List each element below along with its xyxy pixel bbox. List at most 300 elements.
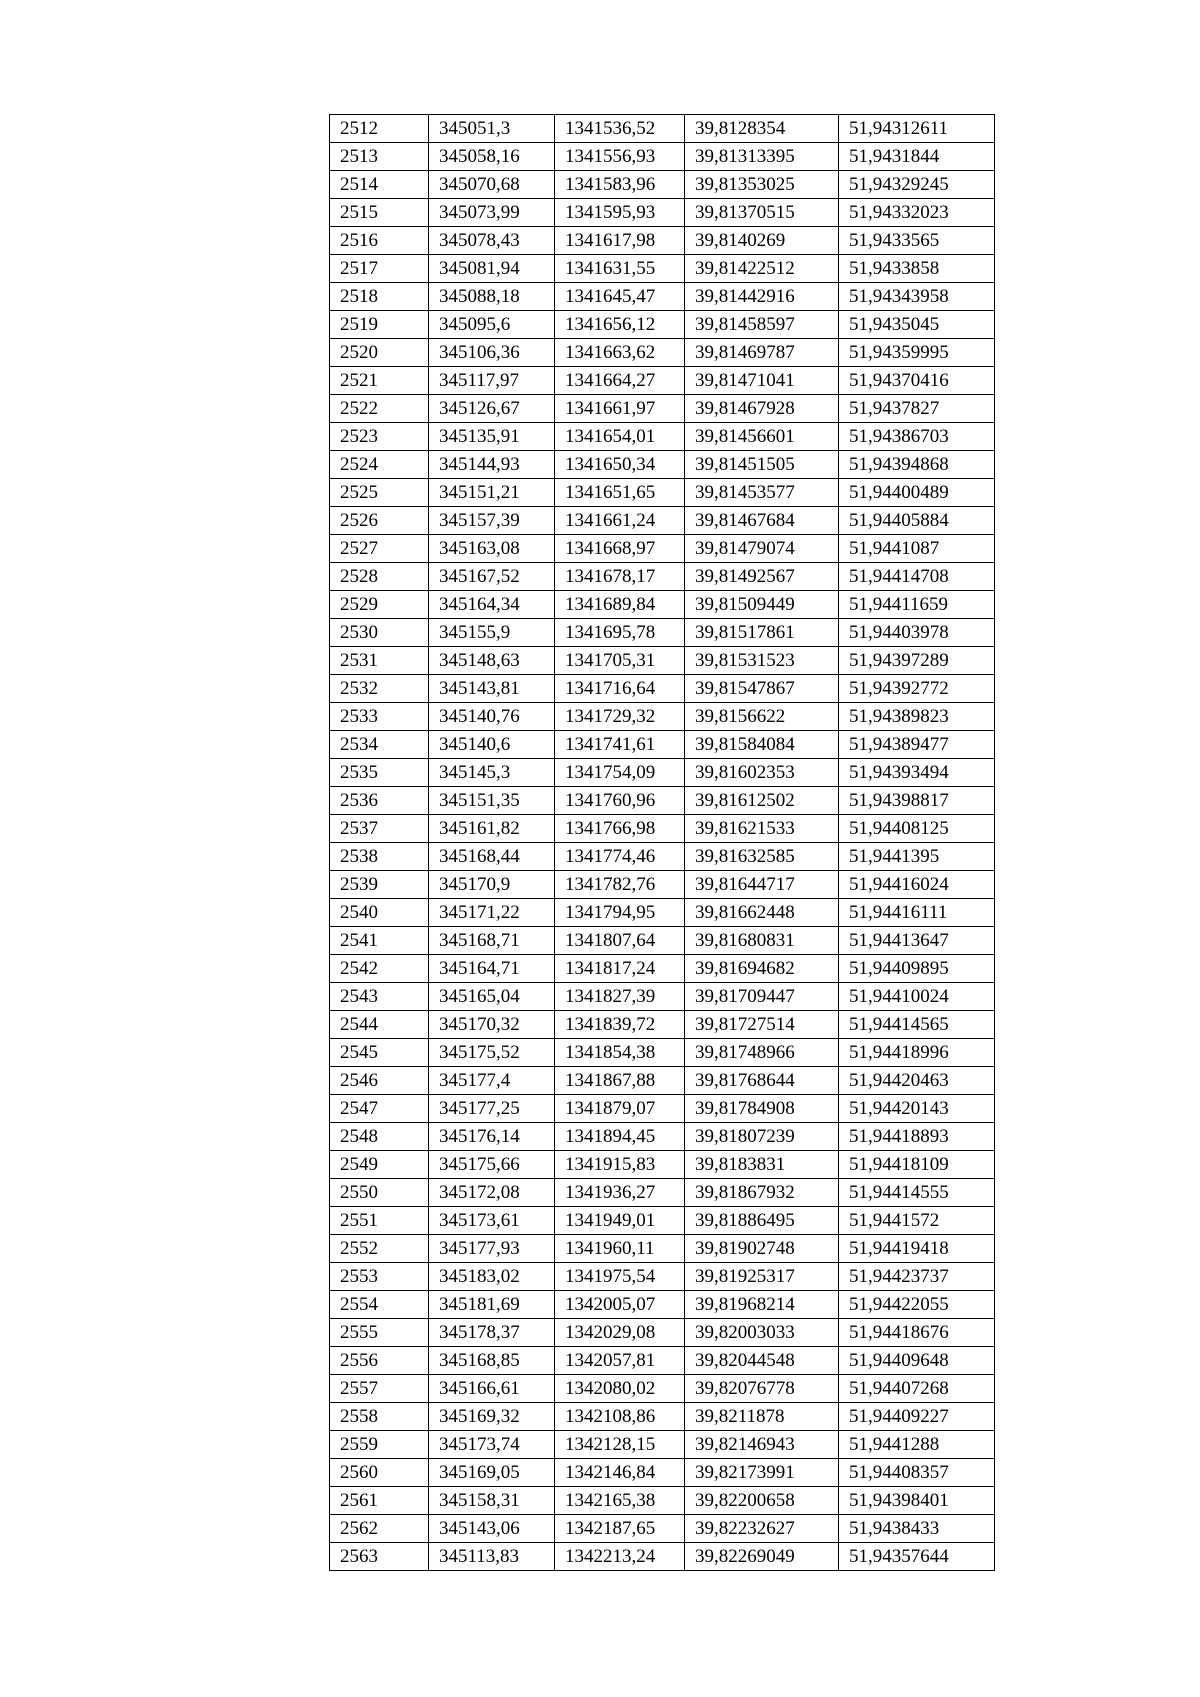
longitude-cell: 39,81353025 — [685, 171, 839, 199]
table-row — [330, 619, 995, 647]
latitude-cell: 51,94418676 — [839, 1319, 995, 1347]
table-row — [330, 1151, 995, 1179]
latitude-cell: 51,94386703 — [839, 423, 995, 451]
point-number-cell: 2543 — [330, 983, 429, 1011]
point-number-cell: 2552 — [330, 1235, 429, 1263]
point-number-cell: 2548 — [330, 1123, 429, 1151]
point-number-cell: 2545 — [330, 1039, 429, 1067]
latitude-cell: 51,94312611 — [839, 115, 995, 143]
longitude-cell: 39,81467928 — [685, 395, 839, 423]
point-number-cell: 2521 — [330, 367, 429, 395]
longitude-cell: 39,81968214 — [685, 1291, 839, 1319]
point-number-cell: 2542 — [330, 955, 429, 983]
longitude-cell: 39,81442916 — [685, 283, 839, 311]
table-row — [330, 283, 995, 311]
point-number-cell: 2555 — [330, 1319, 429, 1347]
point-number-cell: 2553 — [330, 1263, 429, 1291]
latitude-cell: 51,94408357 — [839, 1459, 995, 1487]
point-number-cell: 2546 — [330, 1067, 429, 1095]
x-coordinate-cell: 345070,68 — [429, 171, 555, 199]
table-row — [330, 1515, 995, 1543]
latitude-cell: 51,94422055 — [839, 1291, 995, 1319]
latitude-cell: 51,9441087 — [839, 535, 995, 563]
coordinates-table-body — [330, 115, 995, 1571]
point-number-cell: 2525 — [330, 479, 429, 507]
latitude-cell: 51,94414565 — [839, 1011, 995, 1039]
longitude-cell: 39,81727514 — [685, 1011, 839, 1039]
longitude-cell: 39,81680831 — [685, 927, 839, 955]
point-number-cell: 2549 — [330, 1151, 429, 1179]
latitude-cell: 51,94410024 — [839, 983, 995, 1011]
latitude-cell: 51,9433565 — [839, 227, 995, 255]
table-row — [330, 367, 995, 395]
latitude-cell: 51,9435045 — [839, 311, 995, 339]
table-row — [330, 1487, 995, 1515]
x-coordinate-cell: 345078,43 — [429, 227, 555, 255]
latitude-cell: 51,94409227 — [839, 1403, 995, 1431]
table-row — [330, 955, 995, 983]
point-number-cell: 2532 — [330, 675, 429, 703]
table-row — [330, 1123, 995, 1151]
point-number-cell: 2512 — [330, 115, 429, 143]
table-row — [330, 1011, 995, 1039]
longitude-cell: 39,81584084 — [685, 731, 839, 759]
x-coordinate-cell: 345183,02 — [429, 1263, 555, 1291]
latitude-cell: 51,94418109 — [839, 1151, 995, 1179]
longitude-cell: 39,81531523 — [685, 647, 839, 675]
point-number-cell: 2514 — [330, 171, 429, 199]
latitude-cell: 51,94418996 — [839, 1039, 995, 1067]
latitude-cell: 51,94416024 — [839, 871, 995, 899]
point-number-cell: 2559 — [330, 1431, 429, 1459]
latitude-cell: 51,94407268 — [839, 1375, 995, 1403]
y-coordinate-cell: 1342005,07 — [555, 1291, 685, 1319]
longitude-cell: 39,81509449 — [685, 591, 839, 619]
y-coordinate-cell: 1341663,62 — [555, 339, 685, 367]
longitude-cell: 39,81456601 — [685, 423, 839, 451]
longitude-cell: 39,8211878 — [685, 1403, 839, 1431]
table-row — [330, 311, 995, 339]
table-row — [330, 1095, 995, 1123]
latitude-cell: 51,94389477 — [839, 731, 995, 759]
longitude-cell: 39,81867932 — [685, 1179, 839, 1207]
table-row — [330, 675, 995, 703]
longitude-cell: 39,8140269 — [685, 227, 839, 255]
latitude-cell: 51,9431844 — [839, 143, 995, 171]
table-row — [330, 1459, 995, 1487]
latitude-cell: 51,94357644 — [839, 1543, 995, 1571]
table-row — [330, 1207, 995, 1235]
x-coordinate-cell: 345148,63 — [429, 647, 555, 675]
point-number-cell: 2534 — [330, 731, 429, 759]
latitude-cell: 51,94332023 — [839, 199, 995, 227]
y-coordinate-cell: 1341645,47 — [555, 283, 685, 311]
y-coordinate-cell: 1341817,24 — [555, 955, 685, 983]
latitude-cell: 51,9441395 — [839, 843, 995, 871]
x-coordinate-cell: 345170,9 — [429, 871, 555, 899]
x-coordinate-cell: 345158,31 — [429, 1487, 555, 1515]
x-coordinate-cell: 345177,4 — [429, 1067, 555, 1095]
table-row — [330, 759, 995, 787]
x-coordinate-cell: 345166,61 — [429, 1375, 555, 1403]
point-number-cell: 2538 — [330, 843, 429, 871]
point-number-cell: 2563 — [330, 1543, 429, 1571]
longitude-cell: 39,81313395 — [685, 143, 839, 171]
y-coordinate-cell: 1341754,09 — [555, 759, 685, 787]
table-row — [330, 339, 995, 367]
y-coordinate-cell: 1341915,83 — [555, 1151, 685, 1179]
x-coordinate-cell: 345155,9 — [429, 619, 555, 647]
latitude-cell: 51,9438433 — [839, 1515, 995, 1543]
point-number-cell: 2551 — [330, 1207, 429, 1235]
point-number-cell: 2535 — [330, 759, 429, 787]
longitude-cell: 39,82232627 — [685, 1515, 839, 1543]
x-coordinate-cell: 345177,93 — [429, 1235, 555, 1263]
point-number-cell: 2557 — [330, 1375, 429, 1403]
point-number-cell: 2517 — [330, 255, 429, 283]
x-coordinate-cell: 345145,3 — [429, 759, 555, 787]
y-coordinate-cell: 1341975,54 — [555, 1263, 685, 1291]
latitude-cell: 51,94400489 — [839, 479, 995, 507]
longitude-cell: 39,81784908 — [685, 1095, 839, 1123]
x-coordinate-cell: 345172,08 — [429, 1179, 555, 1207]
latitude-cell: 51,94420463 — [839, 1067, 995, 1095]
latitude-cell: 51,94370416 — [839, 367, 995, 395]
y-coordinate-cell: 1341661,97 — [555, 395, 685, 423]
table-row — [330, 423, 995, 451]
y-coordinate-cell: 1341879,07 — [555, 1095, 685, 1123]
y-coordinate-cell: 1341668,97 — [555, 535, 685, 563]
point-number-cell: 2528 — [330, 563, 429, 591]
point-number-cell: 2558 — [330, 1403, 429, 1431]
point-number-cell: 2540 — [330, 899, 429, 927]
point-number-cell: 2554 — [330, 1291, 429, 1319]
longitude-cell: 39,81709447 — [685, 983, 839, 1011]
table-row — [330, 1263, 995, 1291]
latitude-cell: 51,94389823 — [839, 703, 995, 731]
point-number-cell: 2513 — [330, 143, 429, 171]
table-row — [330, 647, 995, 675]
point-number-cell: 2523 — [330, 423, 429, 451]
point-number-cell: 2547 — [330, 1095, 429, 1123]
longitude-cell: 39,8156622 — [685, 703, 839, 731]
longitude-cell: 39,81621533 — [685, 815, 839, 843]
table-row — [330, 927, 995, 955]
y-coordinate-cell: 1341661,24 — [555, 507, 685, 535]
x-coordinate-cell: 345117,97 — [429, 367, 555, 395]
latitude-cell: 51,94409895 — [839, 955, 995, 983]
y-coordinate-cell: 1342213,24 — [555, 1543, 685, 1571]
point-number-cell: 2560 — [330, 1459, 429, 1487]
longitude-cell: 39,81662448 — [685, 899, 839, 927]
y-coordinate-cell: 1341936,27 — [555, 1179, 685, 1207]
x-coordinate-cell: 345163,08 — [429, 535, 555, 563]
y-coordinate-cell: 1341689,84 — [555, 591, 685, 619]
latitude-cell: 51,94343958 — [839, 283, 995, 311]
longitude-cell: 39,81453577 — [685, 479, 839, 507]
table-row — [330, 1179, 995, 1207]
latitude-cell: 51,94329245 — [839, 171, 995, 199]
point-number-cell: 2550 — [330, 1179, 429, 1207]
y-coordinate-cell: 1341766,98 — [555, 815, 685, 843]
point-number-cell: 2544 — [330, 1011, 429, 1039]
y-coordinate-cell: 1342187,65 — [555, 1515, 685, 1543]
x-coordinate-cell: 345176,14 — [429, 1123, 555, 1151]
longitude-cell: 39,81612502 — [685, 787, 839, 815]
x-coordinate-cell: 345178,37 — [429, 1319, 555, 1347]
y-coordinate-cell: 1341854,38 — [555, 1039, 685, 1067]
table-row — [330, 1543, 995, 1571]
point-number-cell: 2527 — [330, 535, 429, 563]
longitude-cell: 39,81422512 — [685, 255, 839, 283]
y-coordinate-cell: 1341794,95 — [555, 899, 685, 927]
point-number-cell: 2519 — [330, 311, 429, 339]
x-coordinate-cell: 345088,18 — [429, 283, 555, 311]
table-row — [330, 1319, 995, 1347]
longitude-cell: 39,8128354 — [685, 115, 839, 143]
longitude-cell: 39,81807239 — [685, 1123, 839, 1151]
table-row — [330, 871, 995, 899]
table-row — [330, 899, 995, 927]
x-coordinate-cell: 345135,91 — [429, 423, 555, 451]
latitude-cell: 51,9441288 — [839, 1431, 995, 1459]
y-coordinate-cell: 1341651,65 — [555, 479, 685, 507]
table-row — [330, 983, 995, 1011]
longitude-cell: 39,81451505 — [685, 451, 839, 479]
x-coordinate-cell: 345151,21 — [429, 479, 555, 507]
x-coordinate-cell: 345106,36 — [429, 339, 555, 367]
y-coordinate-cell: 1341949,01 — [555, 1207, 685, 1235]
latitude-cell: 51,94419418 — [839, 1235, 995, 1263]
longitude-cell: 39,81517861 — [685, 619, 839, 647]
y-coordinate-cell: 1341631,55 — [555, 255, 685, 283]
point-number-cell: 2539 — [330, 871, 429, 899]
x-coordinate-cell: 345164,71 — [429, 955, 555, 983]
longitude-cell: 39,81458597 — [685, 311, 839, 339]
y-coordinate-cell: 1341960,11 — [555, 1235, 685, 1263]
x-coordinate-cell: 345164,34 — [429, 591, 555, 619]
table-row — [330, 1039, 995, 1067]
y-coordinate-cell: 1341664,27 — [555, 367, 685, 395]
longitude-cell: 39,81471041 — [685, 367, 839, 395]
point-number-cell: 2536 — [330, 787, 429, 815]
x-coordinate-cell: 345143,06 — [429, 1515, 555, 1543]
table-row — [330, 255, 995, 283]
latitude-cell: 51,94359995 — [839, 339, 995, 367]
longitude-cell: 39,81632585 — [685, 843, 839, 871]
x-coordinate-cell: 345173,74 — [429, 1431, 555, 1459]
table-row — [330, 479, 995, 507]
point-number-cell: 2524 — [330, 451, 429, 479]
longitude-cell: 39,82044548 — [685, 1347, 839, 1375]
longitude-cell: 39,82146943 — [685, 1431, 839, 1459]
y-coordinate-cell: 1342128,15 — [555, 1431, 685, 1459]
table-row — [330, 1431, 995, 1459]
y-coordinate-cell: 1341583,96 — [555, 171, 685, 199]
table-row — [330, 563, 995, 591]
table-row — [330, 535, 995, 563]
x-coordinate-cell: 345058,16 — [429, 143, 555, 171]
latitude-cell: 51,9437827 — [839, 395, 995, 423]
y-coordinate-cell: 1342080,02 — [555, 1375, 685, 1403]
longitude-cell: 39,81479074 — [685, 535, 839, 563]
y-coordinate-cell: 1341760,96 — [555, 787, 685, 815]
x-coordinate-cell: 345167,52 — [429, 563, 555, 591]
latitude-cell: 51,94408125 — [839, 815, 995, 843]
table-row — [330, 1291, 995, 1319]
table-row — [330, 171, 995, 199]
table-row — [330, 731, 995, 759]
latitude-cell: 51,94420143 — [839, 1095, 995, 1123]
longitude-cell: 39,81902748 — [685, 1235, 839, 1263]
point-number-cell: 2533 — [330, 703, 429, 731]
latitude-cell: 51,94416111 — [839, 899, 995, 927]
latitude-cell: 51,94414708 — [839, 563, 995, 591]
latitude-cell: 51,94405884 — [839, 507, 995, 535]
y-coordinate-cell: 1341705,31 — [555, 647, 685, 675]
y-coordinate-cell: 1341729,32 — [555, 703, 685, 731]
y-coordinate-cell: 1341827,39 — [555, 983, 685, 1011]
y-coordinate-cell: 1342057,81 — [555, 1347, 685, 1375]
x-coordinate-cell: 345170,32 — [429, 1011, 555, 1039]
x-coordinate-cell: 345140,76 — [429, 703, 555, 731]
longitude-cell: 39,81694682 — [685, 955, 839, 983]
point-number-cell: 2537 — [330, 815, 429, 843]
x-coordinate-cell: 345181,69 — [429, 1291, 555, 1319]
latitude-cell: 51,94409648 — [839, 1347, 995, 1375]
x-coordinate-cell: 345169,32 — [429, 1403, 555, 1431]
point-number-cell: 2516 — [330, 227, 429, 255]
coordinates-table — [329, 114, 995, 1571]
longitude-cell: 39,82173991 — [685, 1459, 839, 1487]
longitude-cell: 39,82076778 — [685, 1375, 839, 1403]
table-row — [330, 1235, 995, 1263]
longitude-cell: 39,8183831 — [685, 1151, 839, 1179]
point-number-cell: 2530 — [330, 619, 429, 647]
y-coordinate-cell: 1342108,86 — [555, 1403, 685, 1431]
table-row — [330, 843, 995, 871]
latitude-cell: 51,94423737 — [839, 1263, 995, 1291]
x-coordinate-cell: 345175,66 — [429, 1151, 555, 1179]
longitude-cell: 39,82003033 — [685, 1319, 839, 1347]
y-coordinate-cell: 1341678,17 — [555, 563, 685, 591]
point-number-cell: 2520 — [330, 339, 429, 367]
y-coordinate-cell: 1341741,61 — [555, 731, 685, 759]
y-coordinate-cell: 1341654,01 — [555, 423, 685, 451]
longitude-cell: 39,81602353 — [685, 759, 839, 787]
x-coordinate-cell: 345157,39 — [429, 507, 555, 535]
y-coordinate-cell: 1341807,64 — [555, 927, 685, 955]
latitude-cell: 51,94398401 — [839, 1487, 995, 1515]
longitude-cell: 39,81547867 — [685, 675, 839, 703]
x-coordinate-cell: 345161,82 — [429, 815, 555, 843]
table-row — [330, 1067, 995, 1095]
table-row — [330, 227, 995, 255]
x-coordinate-cell: 345169,05 — [429, 1459, 555, 1487]
table-row — [330, 815, 995, 843]
x-coordinate-cell: 345140,6 — [429, 731, 555, 759]
point-number-cell: 2529 — [330, 591, 429, 619]
longitude-cell: 39,81925317 — [685, 1263, 839, 1291]
x-coordinate-cell: 345051,3 — [429, 115, 555, 143]
longitude-cell: 39,82269049 — [685, 1543, 839, 1571]
longitude-cell: 39,81886495 — [685, 1207, 839, 1235]
table-row — [330, 115, 995, 143]
latitude-cell: 51,94397289 — [839, 647, 995, 675]
x-coordinate-cell: 345113,83 — [429, 1543, 555, 1571]
longitude-cell: 39,81467684 — [685, 507, 839, 535]
table-row — [330, 787, 995, 815]
latitude-cell: 51,9441572 — [839, 1207, 995, 1235]
latitude-cell: 51,94411659 — [839, 591, 995, 619]
latitude-cell: 51,94393494 — [839, 759, 995, 787]
y-coordinate-cell: 1341656,12 — [555, 311, 685, 339]
y-coordinate-cell: 1341716,64 — [555, 675, 685, 703]
longitude-cell: 39,81768644 — [685, 1067, 839, 1095]
latitude-cell: 51,94392772 — [839, 675, 995, 703]
latitude-cell: 51,94414555 — [839, 1179, 995, 1207]
x-coordinate-cell: 345177,25 — [429, 1095, 555, 1123]
x-coordinate-cell: 345165,04 — [429, 983, 555, 1011]
y-coordinate-cell: 1342029,08 — [555, 1319, 685, 1347]
latitude-cell: 51,94394868 — [839, 451, 995, 479]
table-row — [330, 395, 995, 423]
point-number-cell: 2556 — [330, 1347, 429, 1375]
point-number-cell: 2522 — [330, 395, 429, 423]
longitude-cell: 39,81492567 — [685, 563, 839, 591]
x-coordinate-cell: 345168,44 — [429, 843, 555, 871]
x-coordinate-cell: 345168,71 — [429, 927, 555, 955]
table-row — [330, 703, 995, 731]
latitude-cell: 51,9433858 — [839, 255, 995, 283]
x-coordinate-cell: 345175,52 — [429, 1039, 555, 1067]
x-coordinate-cell: 345173,61 — [429, 1207, 555, 1235]
latitude-cell: 51,94403978 — [839, 619, 995, 647]
y-coordinate-cell: 1342146,84 — [555, 1459, 685, 1487]
longitude-cell: 39,81644717 — [685, 871, 839, 899]
x-coordinate-cell: 345171,22 — [429, 899, 555, 927]
table-row — [330, 199, 995, 227]
table-row — [330, 143, 995, 171]
y-coordinate-cell: 1341556,93 — [555, 143, 685, 171]
x-coordinate-cell: 345073,99 — [429, 199, 555, 227]
longitude-cell: 39,81469787 — [685, 339, 839, 367]
point-number-cell: 2515 — [330, 199, 429, 227]
point-number-cell: 2518 — [330, 283, 429, 311]
table-row — [330, 1403, 995, 1431]
table-row — [330, 591, 995, 619]
x-coordinate-cell: 345081,94 — [429, 255, 555, 283]
y-coordinate-cell: 1342165,38 — [555, 1487, 685, 1515]
y-coordinate-cell: 1341867,88 — [555, 1067, 685, 1095]
y-coordinate-cell: 1341536,52 — [555, 115, 685, 143]
table-row — [330, 451, 995, 479]
x-coordinate-cell: 345144,93 — [429, 451, 555, 479]
point-number-cell: 2561 — [330, 1487, 429, 1515]
point-number-cell: 2562 — [330, 1515, 429, 1543]
y-coordinate-cell: 1341839,72 — [555, 1011, 685, 1039]
x-coordinate-cell: 345143,81 — [429, 675, 555, 703]
latitude-cell: 51,94418893 — [839, 1123, 995, 1151]
y-coordinate-cell: 1341595,93 — [555, 199, 685, 227]
x-coordinate-cell: 345151,35 — [429, 787, 555, 815]
y-coordinate-cell: 1341894,45 — [555, 1123, 685, 1151]
point-number-cell: 2531 — [330, 647, 429, 675]
latitude-cell: 51,94398817 — [839, 787, 995, 815]
longitude-cell: 39,81748966 — [685, 1039, 839, 1067]
x-coordinate-cell: 345168,85 — [429, 1347, 555, 1375]
latitude-cell: 51,94413647 — [839, 927, 995, 955]
